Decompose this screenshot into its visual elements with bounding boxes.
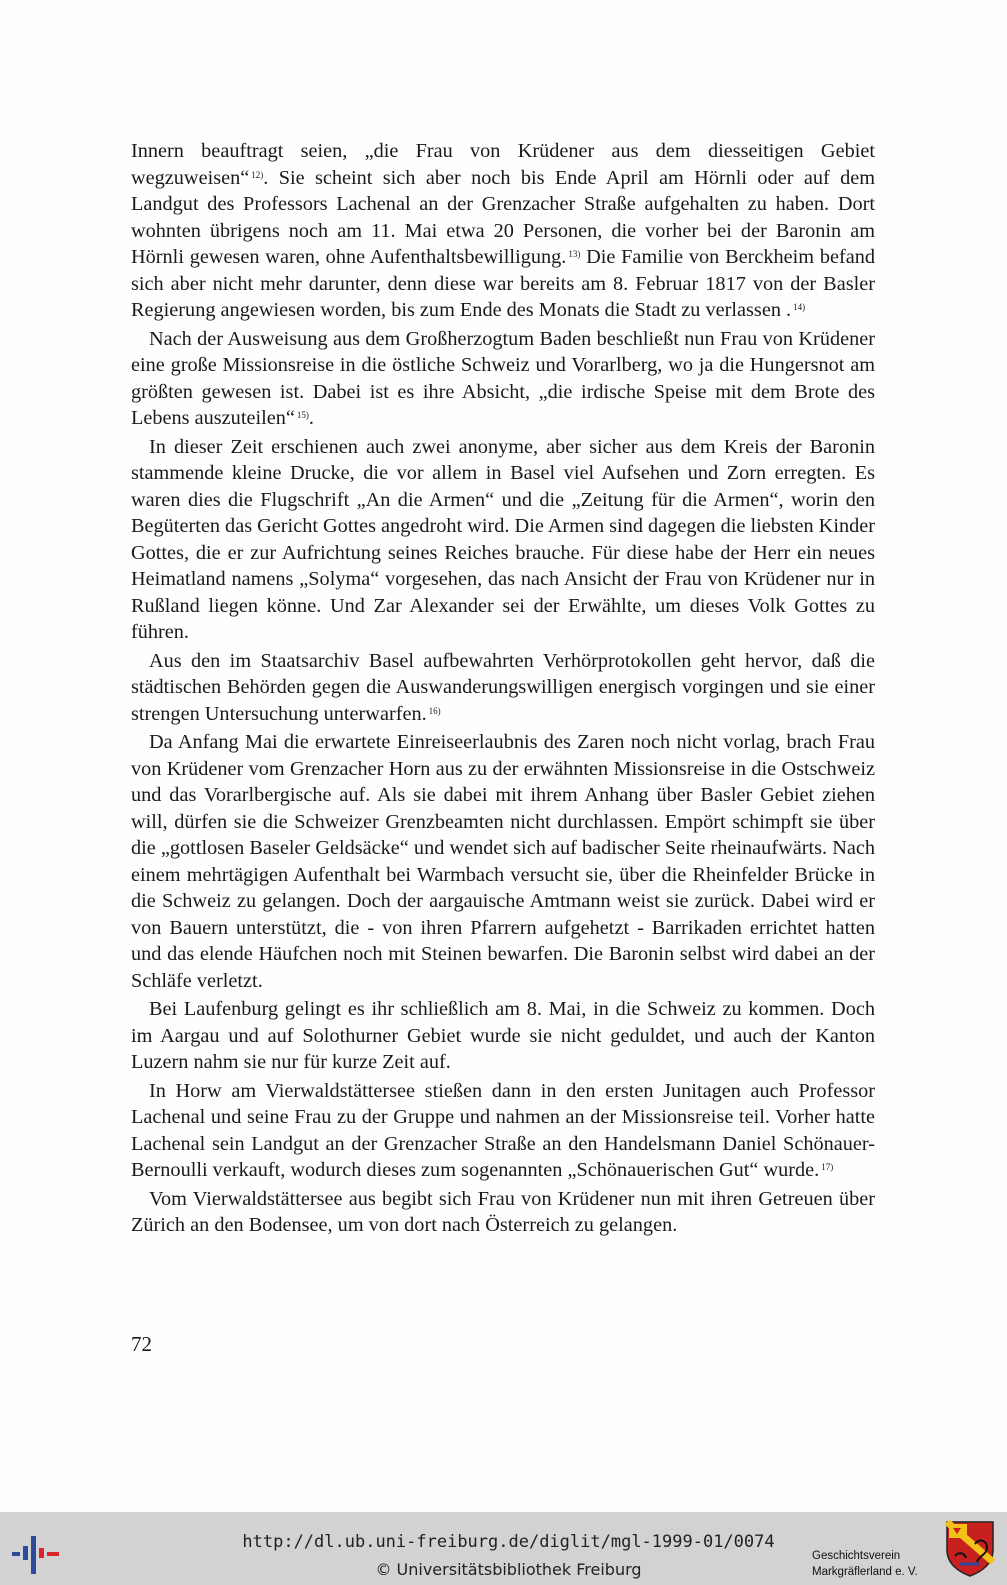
paragraph-text: Aus den im Staatsarchiv Basel aufbewahrten Verhörprotokollen geht hervor, daß die städtischen Behörden gegen die Auswanderungswilligen energisch vorgingen und sie einer strengen Untersuchung unterwarfen.	[131, 649, 875, 725]
footnote-ref: 17)	[821, 1162, 834, 1172]
paragraph-5	[131, 729, 875, 994]
paragraph-text: . Sie scheint sich aber noch bis Ende April am Hörnli oder auf dem Landgut des Professors Lachenal an der Grenzacher Straße aufgehalten zu haben. Dort wohnten übrigens noch am 11. Mai etwa 20 Personen, die vorher bei der Baronin am Hörnli gewesen waren, ohne Aufenthaltsbewilligung.	[131, 166, 875, 268]
footnote-ref: 13)	[568, 249, 581, 259]
society-name-line1: Geschichtsverein	[812, 1550, 901, 1562]
paragraph-text: Nach der Ausweisung aus dem Großherzogtum Baden beschließt nun Frau von Krüdener eine große Missionsreise in die östliche Schweiz und Vorarlberg, wo ja die Hungersnot am größten gewesen ist. Dabei ist es ihre Absicht, „die irdische Speise mit dem Brote des Lebens auszuteilen“	[131, 327, 875, 429]
permalink-url[interactable]: http://dl.ub.uni-freiburg.de/diglit/mgl-1999-01/0074	[242, 1532, 775, 1552]
paragraph-3	[131, 434, 875, 646]
footnote-ref: 14)	[793, 302, 806, 312]
paragraph-text: In dieser Zeit erschienen auch zwei anonyme, aber sicher aus dem Kreis der Baronin stammende kleine Drucke, die vor allem in Basel viel Aufsehen und Zorn erregten. Es waren dies die Flugschrift „An die Armen“ und die „Zeitung für die Armen“, worin den Begüterten das Gericht Gottes angedroht wird. Die Armen sind dagegen die liebsten Kinder Gottes, die er zur Aufrichtung seines Reiches brauche. Für diese habe der Herr ein neues Heimatland namens „Solyma“ vorgesehen, das nach Ansicht der Frau von Krüdener nur in Rußland liegen könne. Und Zar Alexander sei der Erwählte, um dieses Volk Gottes zu führen.	[131, 435, 875, 643]
paragraph-4	[131, 648, 875, 728]
paragraph-text: Da Anfang Mai die erwartete Einreiseerlaubnis des Zaren noch nicht vorlag, brach Frau von Krüdener vom Grenzacher Horn aus zu der erwähnten Missionsreise in die Ostschweiz und das Vorarlbergische auf. Als sie dabei mit ihrem Anhang über Basler Gebiet ziehen will, dürfen sie die Schweizer Grenzbeamten nicht durchlassen. Empört schimpft sie über die „gottlosen Baseler Geldsäcke“ und wendet sich auf badischer Seite rheinaufwärts. Nach einem mehrtägigen Aufenthalt bei Warmbach versucht sie, über die Rheinfelder Brücke in die Schweiz zu gelangen. Doch der aargauische Amtmann weist sie zurück. Dabei wird er von Bauern unterstützt, die - von ihren Pfarrern aufgehetzt - Barrikaden errichtet hatten und das elende Häufchen noch mit Steinen bewarfen. Die Baronin selbst wird dabei an der Schläfe verletzt.	[131, 731, 875, 992]
footnote-ref: 16)	[428, 705, 441, 716]
paragraph-7	[131, 1078, 875, 1184]
paragraph-text: .	[308, 407, 314, 429]
paragraph-text: In Horw am Vierwaldstättersee stießen dann in den ersten Junitagen auch Professor Lachenal und seine Frau zu der Gruppe und nahmen an der Missionsreise teil. Vorher hatte Lachenal sein Landgut an der Grenzacher Straße an den Handelsmann Daniel Schönauer-Bernoulli verkauft, wodurch dieses zum sogenannten „Schönauerischen Gut“ wurde.	[131, 1079, 875, 1181]
footer-bar	[0, 1512, 1007, 1585]
coat-of-arms-icon[interactable]	[945, 1520, 995, 1578]
footnote-ref: 15)	[296, 410, 309, 420]
paragraph-8	[131, 1186, 875, 1239]
footnote-ref: 12)	[251, 169, 264, 180]
paragraph-text: Innern beauftragt seien, „die Frau von Krüdener aus dem diesseitigen Gebiet wegzuweisen“	[131, 140, 875, 189]
paragraph-1	[131, 138, 875, 324]
paragraph-2	[131, 326, 875, 432]
copyright-notice: © Universitätsbibliothek Freiburg	[375, 1560, 642, 1579]
paragraph-text: Bei Laufenburg gelingt es ihr schließlich am 8. Mai, in die Schweiz zu kommen. Doch im Aargau und auf Solothurner Gebiet wurde sie nicht geduldet, und auch der Kanton Luzern nahm sie nur für kurze Zeit auf.	[131, 998, 875, 1073]
society-name	[812, 1548, 918, 1580]
paragraph-text: Die Familie von Berckheim befand sich aber nicht mehr darunter, denn diese war bereits am 8. Februar 1817 von der Basler Regierung angewiesen worden, bis zum Ende des Monats die Stadt zu verlassen .	[131, 246, 875, 321]
page-number: 72	[131, 1332, 152, 1356]
society-name-line2: Markgräflerland e. V.	[812, 1566, 918, 1578]
paragraph-6	[131, 996, 875, 1076]
paragraph-text: Vom Vierwaldstättersee aus begibt sich Frau von Krüdener nun mit ihren Getreuen über Zürich an den Bodensee, um von dort nach Österreich zu gelangen.	[131, 1187, 875, 1236]
body-text	[131, 138, 875, 1241]
